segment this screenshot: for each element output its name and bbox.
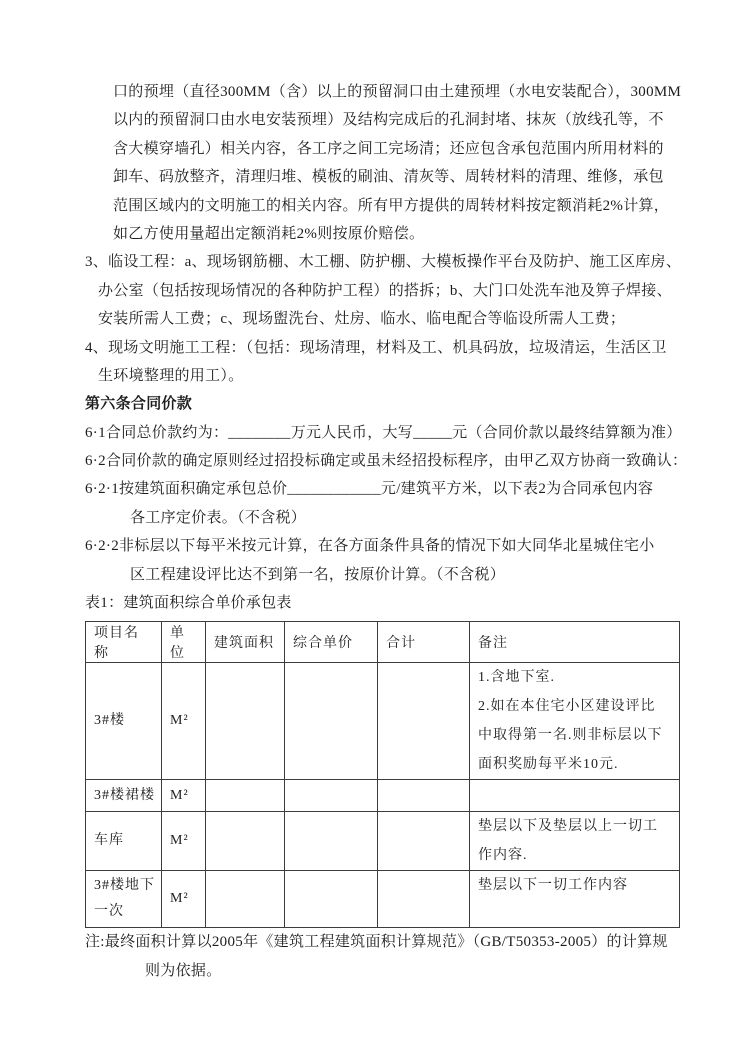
clause-6-1-total-price: [85, 419, 744, 447]
cell-composite-unit-price: [285, 663, 378, 780]
cell-text-line: 垫层以下及垫层以上一切工: [478, 819, 658, 835]
text-line: 6·2·2非标层以下每平米按元计算，在各方面条件具备的情况下如大同华北星城住宅小: [85, 538, 655, 555]
cell-unit: M²: [162, 812, 206, 871]
text-line: 注:最终面积计算以2005年《建筑工程建筑面积计算规范》（GB/T50353-2005）的计算规: [85, 934, 668, 951]
cell-text-line: 垫层以下一切工作内容: [478, 878, 628, 894]
text-line: 6·1合同总价款约为：________万元人民币，大写_____元（合同价款以最终结算额为准）: [85, 424, 682, 441]
cell-text-line: 1.含地下室.: [478, 670, 555, 686]
cell-text-line: 3#楼地下: [94, 878, 155, 894]
cell-total: [378, 663, 470, 780]
cell-text-line: 车库: [94, 833, 124, 849]
cell-text-line: 面积奖励每平米10元.: [478, 757, 619, 773]
cell-project-name: [86, 812, 162, 871]
text-line: 卸车、码放整齐，清理归堆、模板的刷油、清灰等、周转材料的清理、维修，承包: [113, 169, 664, 186]
cell-text-line: 2.如在本住宅小区建设评比: [478, 699, 656, 715]
cell-project-name: [86, 663, 162, 780]
table-row: [86, 812, 680, 871]
text-line: 口的预埋（直径300MM（含）以上的预留洞口由土建预埋（水电安装配合），300MM: [113, 84, 682, 100]
cell-text-line: 作内容.: [478, 848, 528, 864]
cell-building-area: [206, 663, 285, 780]
cell-composite-unit-price: [285, 780, 378, 812]
cell-composite-unit-price: [285, 871, 378, 928]
table-row: [86, 780, 680, 812]
text-line: 如乙方使用量超出定额消耗2%则按原价赔偿。: [113, 225, 425, 242]
text-line: 办公室（包括按现场情况的各种防护工程）的搭拆；b、大门口处洗车池及箅子焊接、: [98, 282, 672, 299]
text-line: 范围区域内的文明施工的相关内容。所有甲方提供的周转材料按定额消耗2%计算，: [113, 197, 670, 214]
cell-composite-unit-price: [285, 812, 378, 871]
scope-continuation-paragraph: [85, 78, 744, 248]
clause-6-2-price-determination: [85, 447, 744, 475]
cell-building-area: [206, 780, 285, 812]
pricing-table: [85, 621, 680, 928]
cell-remark: [470, 780, 680, 812]
cell-remark: [470, 663, 680, 780]
table-row: [86, 663, 680, 780]
cell-text-line: 3#楼: [94, 713, 125, 729]
column-header: 单位: [162, 622, 206, 663]
text-line: 含大模穿墙孔）相关内容，各工序之间工完场清；还应包含承包范围内所用材料的: [113, 140, 664, 157]
cell-building-area: [206, 812, 285, 871]
column-header: 合计: [378, 622, 470, 663]
cell-text-line: 一次: [94, 904, 124, 920]
cell-unit: M²: [162, 780, 206, 812]
text-line: 3、临设工程：a、现场钢筋棚、木工棚、防护棚、大模板操作平台及防护、施工区库房、: [85, 254, 682, 271]
cell-text-line: 中取得第一名.则非标层以下: [478, 728, 663, 744]
text-line: 4、现场文明施工工程：（包括：现场清理，材料及工、机具码放，垃圾清运，生活区卫: [85, 339, 667, 356]
cell-unit: M²: [162, 663, 206, 780]
cell-text-line: 3#楼裙楼: [94, 787, 155, 803]
clause-6-2-1-area-price: [85, 475, 744, 532]
cell-project-name: [86, 871, 162, 928]
text-line: 安装所需人工费；c、现场盥洗台、灶房、临水、临电配合等临设所需人工费；: [98, 311, 626, 328]
text-line: 则为依据。: [145, 962, 222, 979]
column-header: 备注: [470, 622, 680, 663]
area-calculation-footnote: [85, 928, 744, 985]
text-line: 以内的预留洞口由水电安装预埋）及结构完成后的孔洞封堵、抹灰（放线孔等，不: [113, 112, 664, 129]
text-line: 第六条合同价款: [85, 396, 193, 413]
item-3-temporary-works: [85, 248, 744, 333]
article-6-heading: [85, 390, 744, 418]
table-row: [86, 871, 680, 928]
clause-6-2-2-nonstandard-floor: [85, 532, 744, 589]
cell-remark: [470, 871, 680, 928]
column-header: 项目名称: [86, 622, 162, 663]
cell-total: [378, 812, 470, 871]
cell-unit: M²: [162, 871, 206, 928]
text-line: 6·2合同价款的确定原则经过招投标确定或虽未经招投标程序，由甲乙双方协商一致确认：: [85, 453, 688, 470]
pricing-table-header-row: [86, 622, 680, 663]
column-header: 综合单价: [285, 622, 378, 663]
text-line: 区工程建设评比达不到第一名，按原价计算。（不含税）: [130, 566, 506, 583]
column-header: 建筑面积: [206, 622, 285, 663]
cell-building-area: [206, 871, 285, 928]
cell-total: [378, 871, 470, 928]
cell-project-name: [86, 780, 162, 812]
item-4-civilized-construction: [85, 334, 744, 391]
text-line: 各工序定价表。（不含税）: [130, 509, 307, 526]
text-line: 生环境整理的用工）。: [98, 367, 244, 384]
table-title: 表1：建筑面积综合单价承包表: [85, 595, 292, 612]
cell-total: [378, 780, 470, 812]
text-line: 6·2·1按建筑面积确定承包总价____________元/建筑平方米，以下表2为合同承包内容: [85, 481, 654, 498]
cell-remark: [470, 812, 680, 871]
